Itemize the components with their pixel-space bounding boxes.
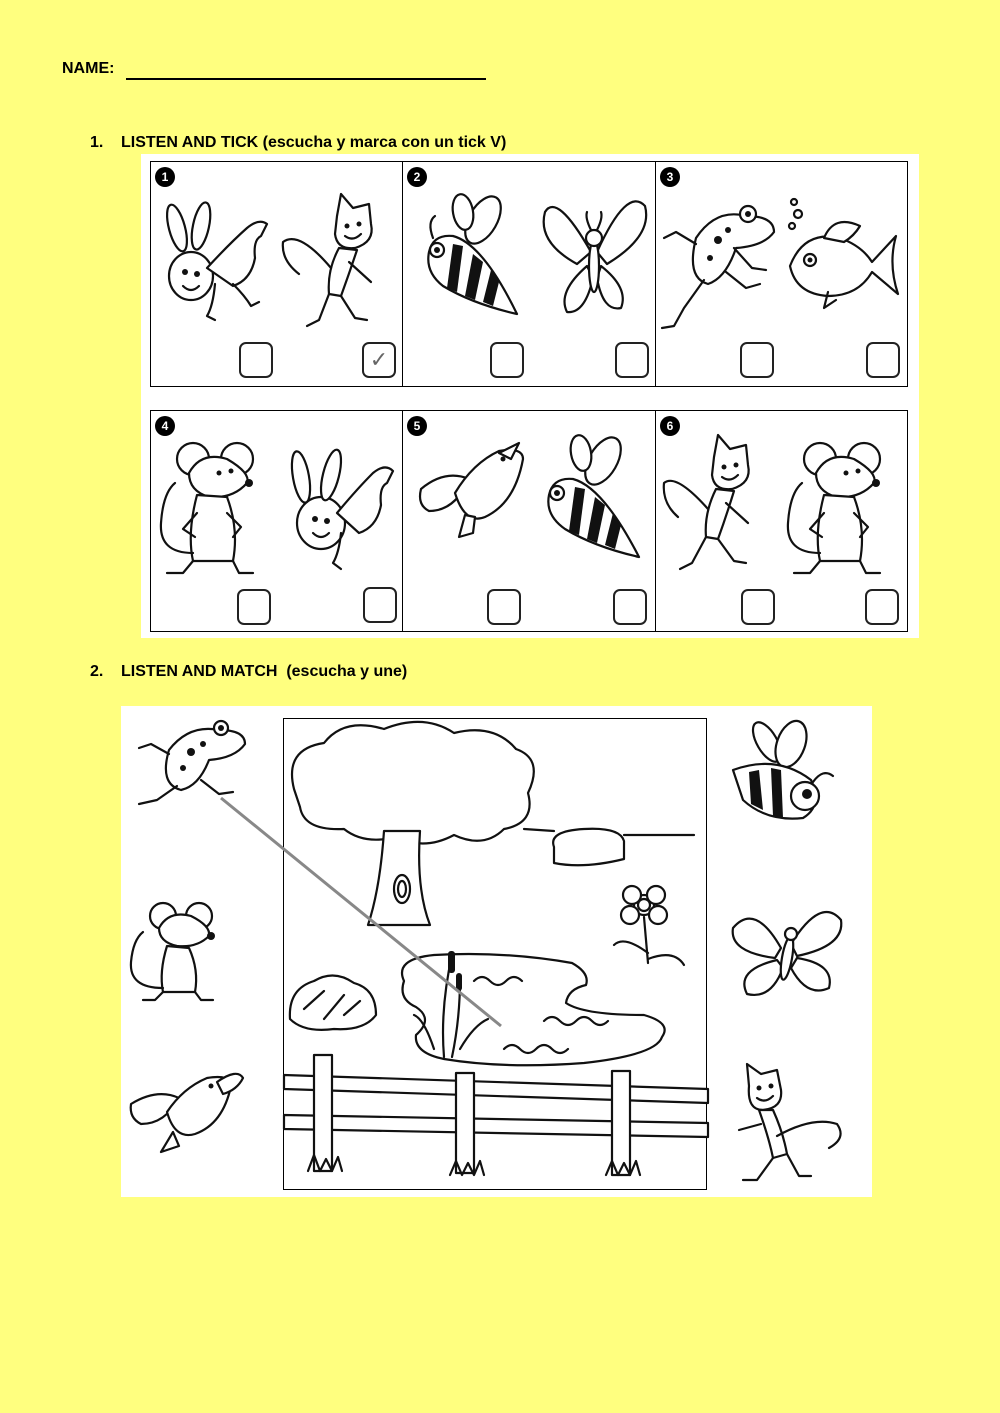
tick-box-right[interactable] (865, 589, 899, 625)
butterfly-icon (537, 182, 652, 327)
tick-box-left[interactable] (740, 342, 774, 378)
item-number-badge: 6 (660, 416, 680, 436)
bird-icon (415, 433, 530, 553)
section1-heading (90, 134, 506, 152)
tick-box-right[interactable] (613, 589, 647, 625)
frog-icon (656, 188, 781, 338)
tick-exercise-panel (141, 154, 919, 638)
mouse-icon (153, 433, 278, 583)
cat-icon (279, 190, 389, 340)
tick-box-left[interactable] (487, 589, 521, 625)
rabbit-icon (155, 188, 275, 338)
tick-item-2 (402, 161, 656, 387)
tick-box-left[interactable] (741, 589, 775, 625)
item-number-badge: 1 (155, 167, 175, 187)
bee-icon (533, 431, 648, 561)
section2-number: 2. (90, 663, 104, 680)
name-field[interactable] (126, 78, 486, 80)
section1-number: 1. (90, 134, 104, 151)
fish-icon (784, 196, 904, 316)
item-number-badge: 3 (660, 167, 680, 187)
match-exercise-panel (121, 706, 872, 1197)
section2-title: LISTEN AND MATCH (escucha y une) (121, 663, 408, 680)
section2-heading (90, 663, 407, 681)
tick-box-left[interactable] (490, 342, 524, 378)
name-label: NAME: (62, 60, 115, 77)
match-line (121, 706, 872, 1197)
tick-mark: ✓ (369, 347, 389, 372)
bee-icon (413, 192, 523, 322)
tick-box-left[interactable] (237, 589, 271, 625)
tick-box-right[interactable] (615, 342, 649, 378)
tick-box-right[interactable] (362, 342, 396, 378)
tick-item-5 (402, 410, 656, 632)
tick-item-1 (150, 161, 403, 387)
tick-box-left[interactable] (239, 342, 273, 378)
item-number-badge: 5 (407, 416, 427, 436)
rabbit-icon (279, 433, 399, 583)
tick-box-right[interactable] (866, 342, 900, 378)
item-number-badge: 2 (407, 167, 427, 187)
tick-box-right[interactable] (363, 587, 397, 623)
tick-item-3 (655, 161, 908, 387)
mouse-icon (780, 433, 905, 583)
cat-icon (662, 433, 772, 583)
tick-item-6 (655, 410, 908, 632)
item-number-badge: 4 (155, 416, 175, 436)
section1-title: LISTEN AND TICK (escucha y marca con un tick V) (121, 134, 507, 151)
tick-item-4 (150, 410, 403, 632)
